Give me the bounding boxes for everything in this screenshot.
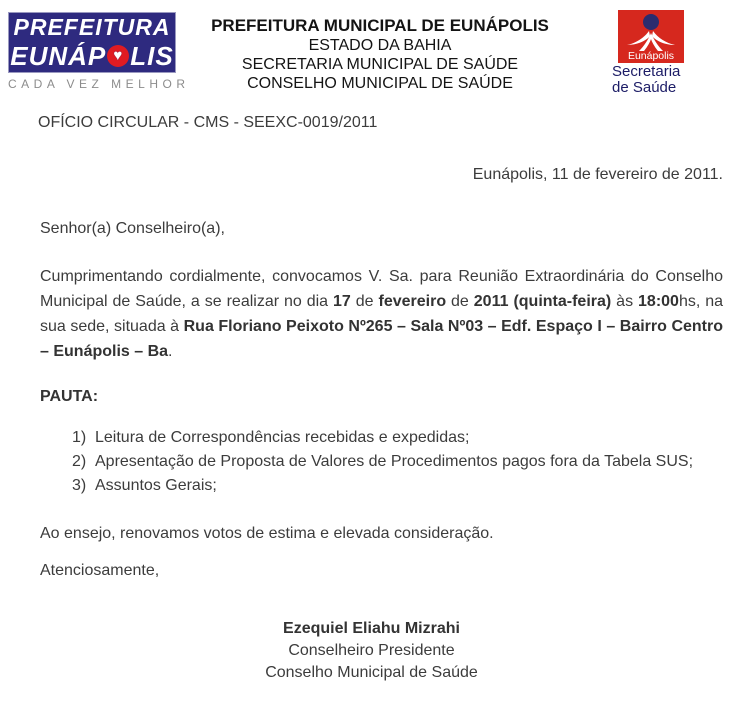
logo-word-part-pre: EUNÁP	[10, 41, 107, 71]
logo-word-prefeitura: PREFEITURA	[8, 12, 176, 41]
agenda-item-number: 3)	[72, 477, 87, 494]
logo-right-caption	[612, 64, 722, 96]
salutation: Senhor(a) Conselheiro(a),	[40, 220, 225, 237]
agenda-heading: PAUTA:	[40, 388, 99, 405]
org-line-conselho: CONSELHO MUNICIPAL DE SAÚDE	[247, 75, 513, 92]
logo-tagline: CADA VEZ MELHOR	[8, 77, 190, 91]
agenda-list	[72, 426, 723, 497]
signature-block	[0, 618, 743, 684]
logo-word-part-post: LIS	[130, 41, 174, 71]
org-header	[180, 16, 580, 93]
agenda-item-text: Apresentação de Proposta de Valores de Procedimentos pagos fora da Tabela SUS;	[95, 453, 694, 470]
agenda-item-2	[72, 450, 723, 473]
logo-word-eunapolis	[8, 41, 176, 73]
caption-line-2: de Saúde	[612, 79, 677, 96]
secretaria-saude-logo	[612, 10, 722, 96]
closing-sentence: Ao ensejo, renovamos votos de estima e elevada consideração.	[40, 525, 494, 542]
logo-right-label: Eunápolis	[627, 50, 675, 62]
agenda-item-1	[72, 426, 723, 449]
date-line: Eunápolis, 11 de fevereiro de 2011.	[472, 166, 723, 183]
reference-line: OFÍCIO CIRCULAR - CMS - SEEXC-0019/2011	[38, 114, 378, 131]
body-paragraph: Cumprimentando cordialmente, convocamos V. Sa. para Reunião Extraordinária do Conselho Municipal de Saúde, a se realizar no dia 17 de fevereiro de 2011 (quinta-feira) às 18:00hs, na sua sede, situada à Rua Floriano Peixoto Nº265 – Sala Nº03 – Edf. Espaço I – Bairro Centro – Eunápolis – Ba.	[40, 268, 724, 360]
letterhead	[0, 0, 743, 100]
agenda-item-text: Leitura de Correspondências recebidas e expedidas;	[95, 429, 470, 446]
agenda-item-3	[72, 474, 723, 497]
agenda-item-number: 2)	[72, 453, 87, 470]
agenda-item-number: 1)	[72, 429, 87, 446]
signer-org: Conselho Municipal de Saúde	[265, 664, 478, 681]
signer-name: Ezequiel Eliahu Mizrahi	[283, 620, 460, 637]
person-figure-icon	[618, 10, 684, 63]
org-line-state: ESTADO DA BAHIA	[308, 37, 452, 54]
heart-person-icon: ♥	[107, 45, 129, 67]
org-line-municipality: PREFEITURA MUNICIPAL DE EUNÁPOLIS	[211, 16, 549, 35]
org-line-secretaria: SECRETARIA MUNICIPAL DE SAÚDE	[241, 56, 519, 73]
signer-role: Conselheiro Presidente	[288, 642, 455, 659]
agenda-item-text: Assuntos Gerais;	[95, 477, 217, 494]
farewell: Atenciosamente,	[40, 562, 160, 579]
prefeitura-eunapolis-logo	[8, 12, 190, 91]
caption-line-1: Secretaria	[612, 63, 681, 80]
